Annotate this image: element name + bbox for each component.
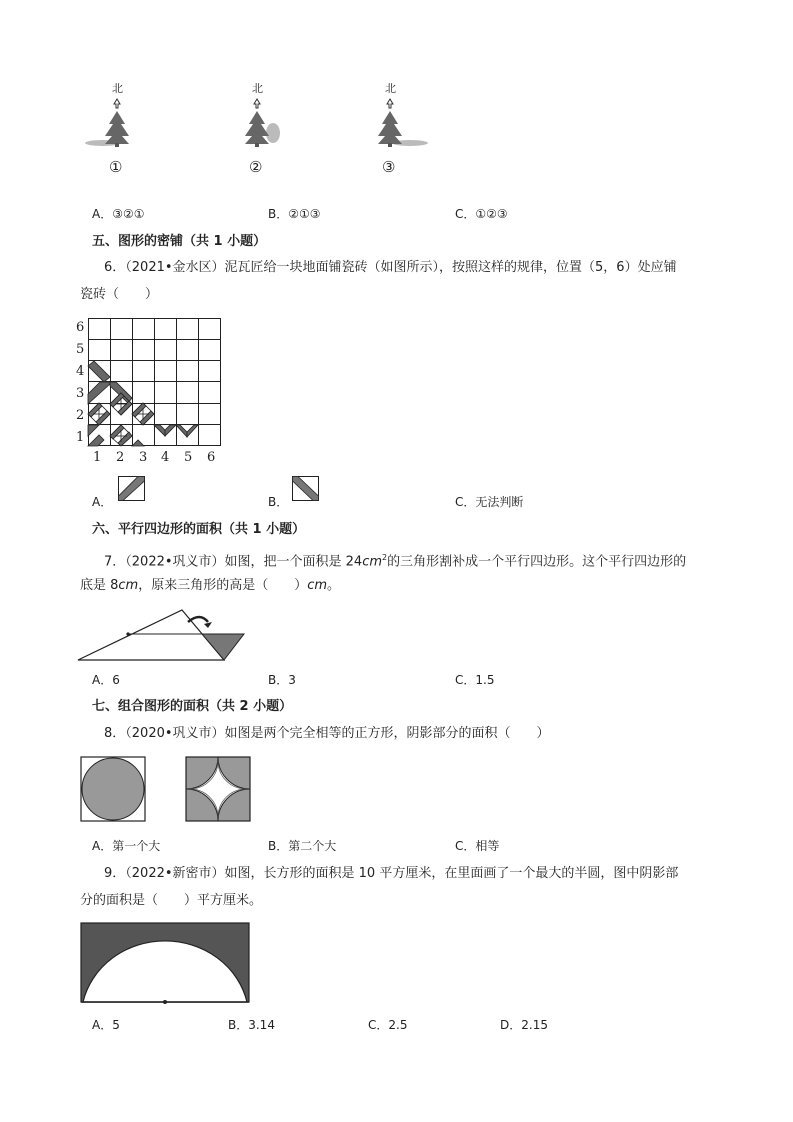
- north-label: 北: [252, 82, 263, 95]
- grid-y-label: 3: [76, 386, 85, 401]
- tree-1-icon: [85, 96, 145, 151]
- unit-cm: cm: [362, 554, 383, 570]
- q9-text-line2: 分的面积是（ ）平方厘米。: [80, 893, 263, 908]
- section-heading-tiling: 五、图形的密铺（共 1 小题）: [92, 234, 267, 249]
- section-heading-parallelogram: 六、平行四边形的面积（共 1 小题）: [92, 522, 306, 537]
- unit-sup: 2: [382, 553, 388, 562]
- q8-option-b[interactable]: B．第二个大: [268, 839, 337, 853]
- q7-line2-pre: 底是 8: [80, 578, 119, 593]
- triangle-cut-figure: [76, 608, 246, 664]
- square-with-circle-figure: [80, 756, 148, 824]
- option-b-label: B．: [268, 495, 289, 509]
- tree-2-label: ②: [249, 158, 263, 176]
- grid-y-label: 2: [76, 408, 85, 423]
- tile-option-a-icon: [118, 476, 146, 502]
- unit-cm: cm: [118, 578, 139, 593]
- square-with-quarter-circles-figure: [185, 756, 253, 824]
- q6-text-line2: 瓷砖（ ）: [80, 287, 159, 302]
- q6-option-c[interactable]: C．无法判断: [455, 495, 524, 509]
- grid-x-label: 5: [184, 450, 193, 465]
- q8-text: 8．（2020•巩义市）如图是两个完全相等的正方形，阴影部分的面积（ ）: [104, 726, 550, 741]
- grid-y-label: 1: [76, 430, 85, 445]
- grid-x-label: 2: [116, 450, 125, 465]
- section-heading-composite-area: 七、组合图形的面积（共 2 小题）: [92, 699, 293, 714]
- tree-1-label: ①: [109, 158, 123, 176]
- q9-option-a[interactable]: A．5: [92, 1018, 120, 1032]
- north-label: 北: [385, 82, 396, 95]
- grid-y-label: 5: [76, 342, 85, 357]
- grid-y-label: 4: [76, 364, 85, 379]
- q9-option-d[interactable]: D．2.15: [500, 1018, 548, 1032]
- q8-option-a[interactable]: A．第一个大: [92, 839, 161, 853]
- unit-cm: cm: [307, 578, 328, 593]
- q6-text-line1: 6．（2021•金水区）泥瓦匠给一块地面铺瓷砖（如图所示），按照这样的规律，位置（5，6）处应铺: [104, 260, 677, 275]
- q7-text-line1: [104, 548, 686, 572]
- q8-option-c[interactable]: C．相等: [455, 839, 500, 853]
- q9-text-line1: 9．（2022•新密市）如图，长方形的面积是 10 平方厘米，在里面画了一个最大的半圆，图中阴影部: [104, 866, 679, 881]
- q5-option-a[interactable]: A．③②①: [92, 207, 145, 221]
- grid-x-label: 4: [161, 450, 170, 465]
- q7-text-line2: [80, 576, 340, 596]
- tile-option-b-icon: [292, 476, 320, 502]
- north-label: 北: [112, 82, 123, 95]
- q5-option-b[interactable]: B．②①③: [268, 207, 321, 221]
- q7-option-a[interactable]: A．6: [92, 673, 120, 687]
- grid-x-label: 1: [93, 450, 102, 465]
- q5-option-c[interactable]: C．①②③: [455, 207, 508, 221]
- rectangle-semicircle-figure: [80, 922, 252, 1006]
- q9-option-b[interactable]: B．3.14: [228, 1018, 275, 1032]
- q7-line2-end: 。: [327, 578, 341, 593]
- q7-line1-post: 的三角形割补成一个平行四边形。这个平行四边形的: [387, 554, 687, 570]
- grid-y-label: 6: [76, 320, 85, 335]
- tiling-grid-svg: [88, 318, 223, 448]
- q7-line2-mid: ，原来三角形的高是（ ）: [138, 578, 308, 593]
- tree-3-label: ③: [382, 158, 396, 176]
- q6-option-b[interactable]: [268, 492, 288, 512]
- option-a-label: A．: [92, 495, 113, 509]
- grid-x-label: 6: [207, 450, 216, 465]
- q7-option-b[interactable]: B．3: [268, 673, 296, 687]
- q6-option-a[interactable]: [92, 492, 112, 512]
- tree-3-icon: [358, 96, 433, 151]
- q9-option-c[interactable]: C．2.5: [368, 1018, 408, 1032]
- q7-line1-pre: 7．（2022•巩义市）如图，把一个面积是 24: [104, 554, 363, 570]
- tree-2-icon: [225, 96, 285, 151]
- grid-x-label: 3: [139, 450, 148, 465]
- q7-option-c[interactable]: C．1.5: [455, 673, 495, 687]
